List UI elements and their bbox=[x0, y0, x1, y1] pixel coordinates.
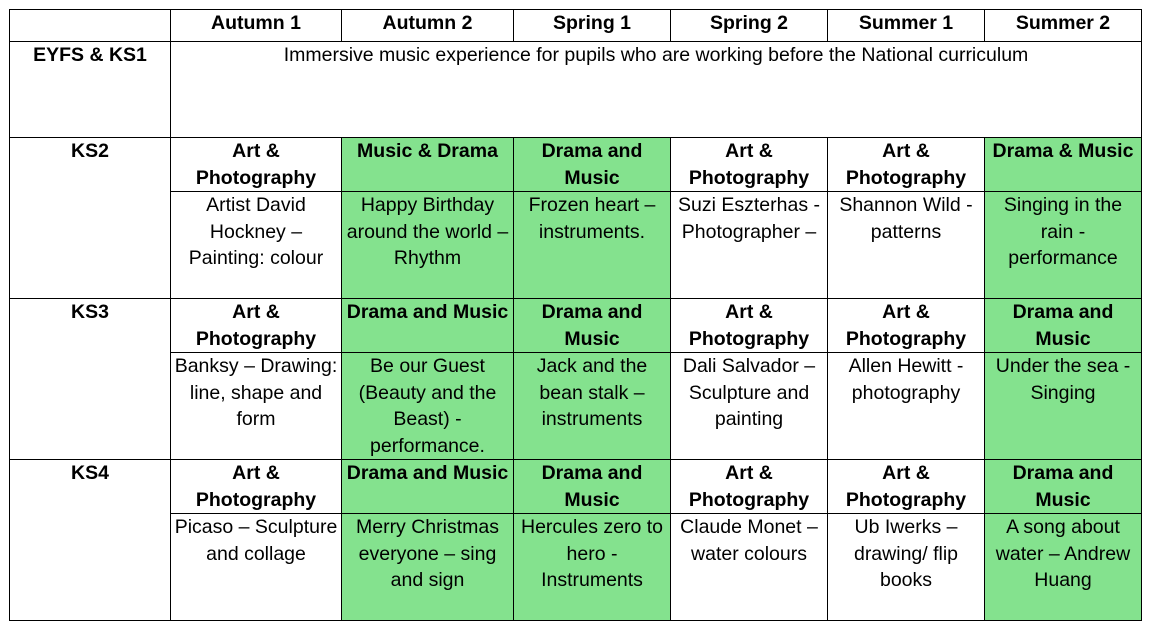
subject-cell: Art & Photography bbox=[671, 460, 828, 514]
topic-cell: Suzi Eszterhas - Photographer – bbox=[671, 192, 828, 299]
topic-cell: Dali Salvador – Sculpture and painting bbox=[671, 353, 828, 460]
term-header-autumn-1: Autumn 1 bbox=[171, 10, 342, 42]
subject-cell: Drama and Music bbox=[514, 299, 671, 353]
curriculum-table bbox=[9, 9, 1142, 621]
topic-cell: Artist David Hockney – Painting: colour bbox=[171, 192, 342, 299]
topic-cell: Under the sea - Singing bbox=[985, 353, 1142, 460]
term-header-spring-2: Spring 2 bbox=[671, 10, 828, 42]
topic-cell: Frozen heart – instruments. bbox=[514, 192, 671, 299]
subject-cell: Drama and Music bbox=[985, 460, 1142, 514]
subject-cell: Art & Photography bbox=[671, 138, 828, 192]
topic-cell: Hercules zero to hero - Instruments bbox=[514, 514, 671, 621]
eyfs-row bbox=[10, 42, 1142, 138]
ks3-subject-row bbox=[10, 299, 1142, 353]
subject-cell: Art & Photography bbox=[171, 460, 342, 514]
ks4-topic-row bbox=[10, 514, 1142, 621]
term-header-autumn-2: Autumn 2 bbox=[342, 10, 514, 42]
topic-cell: Banksy – Drawing: line, shape and form bbox=[171, 353, 342, 460]
subject-cell: Drama and Music bbox=[985, 299, 1142, 353]
subject-cell: Drama and Music bbox=[342, 299, 514, 353]
topic-cell: Merry Christmas everyone – sing and sign bbox=[342, 514, 514, 621]
subject-cell: Art & Photography bbox=[828, 460, 985, 514]
stage-label-ks3: KS3 bbox=[10, 299, 171, 460]
topic-cell: Singing in the rain - performance bbox=[985, 192, 1142, 299]
subject-cell: Art & Photography bbox=[828, 299, 985, 353]
subject-cell: Art & Photography bbox=[671, 299, 828, 353]
topic-cell: Jack and the bean stalk – instruments bbox=[514, 353, 671, 460]
subject-cell: Art & Photography bbox=[171, 138, 342, 192]
ks2-subject-row bbox=[10, 138, 1142, 192]
subject-cell: Art & Photography bbox=[828, 138, 985, 192]
topic-cell: Allen Hewitt - photography bbox=[828, 353, 985, 460]
term-header-spring-1: Spring 1 bbox=[514, 10, 671, 42]
subject-cell: Music & Drama bbox=[342, 138, 514, 192]
topic-cell: Happy Birthday around the world – Rhythm bbox=[342, 192, 514, 299]
subject-cell: Drama & Music bbox=[985, 138, 1142, 192]
stage-label-eyfs-ks1: EYFS & KS1 bbox=[10, 42, 171, 138]
topic-cell: Picaso – Sculpture and collage bbox=[171, 514, 342, 621]
subject-cell: Drama and Music bbox=[514, 460, 671, 514]
term-header-row bbox=[10, 10, 1142, 42]
topic-cell: Ub Iwerks – drawing/ flip books bbox=[828, 514, 985, 621]
topic-cell: Be our Guest (Beauty and the Beast) - performance. bbox=[342, 353, 514, 460]
corner-cell bbox=[10, 10, 171, 42]
term-header-summer-2: Summer 2 bbox=[985, 10, 1142, 42]
stage-label-ks4: KS4 bbox=[10, 460, 171, 621]
topic-cell: Claude Monet – water colours bbox=[671, 514, 828, 621]
ks2-topic-row bbox=[10, 192, 1142, 299]
term-header-summer-1: Summer 1 bbox=[828, 10, 985, 42]
topic-cell: A song about water – Andrew Huang bbox=[985, 514, 1142, 621]
eyfs-description: Immersive music experience for pupils who are working before the National curriculum bbox=[171, 42, 1142, 138]
ks3-topic-row bbox=[10, 353, 1142, 460]
topic-cell: Shannon Wild - patterns bbox=[828, 192, 985, 299]
subject-cell: Drama and Music bbox=[342, 460, 514, 514]
ks4-subject-row bbox=[10, 460, 1142, 514]
stage-label-ks2: KS2 bbox=[10, 138, 171, 299]
subject-cell: Drama and Music bbox=[514, 138, 671, 192]
subject-cell: Art & Photography bbox=[171, 299, 342, 353]
